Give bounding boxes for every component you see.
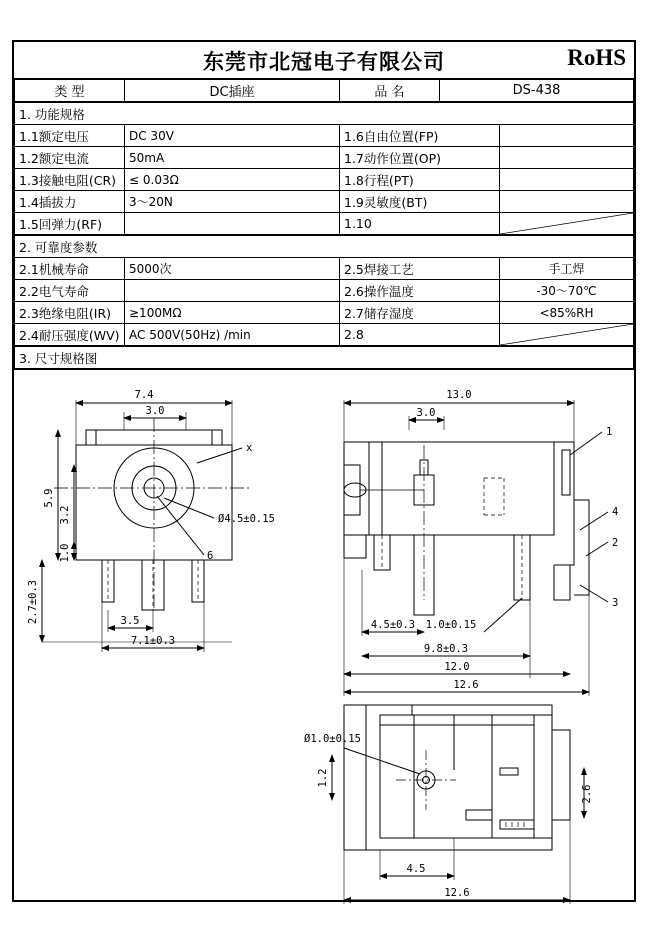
type-name-table — [14, 79, 634, 102]
row-value: 3～20N — [125, 191, 340, 213]
row-label-2: 2.7储存湿度 — [340, 302, 500, 324]
svg-text:3.0: 3.0 — [145, 405, 165, 417]
row-label: 1.5回弹力(RF) — [15, 213, 125, 235]
svg-text:2.7±0.3: 2.7±0.3 — [27, 579, 39, 625]
row-label: 1.4插拔力 — [15, 191, 125, 213]
table-row — [15, 191, 634, 213]
row-value-2: <85%RH — [500, 302, 634, 324]
row-value: ≤ 0.03Ω — [125, 169, 340, 191]
svg-text:Ø4.5±0.15: Ø4.5±0.15 — [218, 513, 275, 525]
row-label-2: 1.6自由位置(FP) — [340, 125, 500, 147]
row-value-2: 手工焊 — [500, 258, 634, 280]
row-value-2 — [500, 125, 634, 147]
svg-text:12.0: 12.0 — [444, 661, 470, 673]
name-label: 品 名 — [340, 80, 440, 102]
reliability-spec-table — [14, 235, 634, 346]
table-row — [15, 213, 634, 235]
function-spec-table — [14, 102, 634, 235]
drawing-svg — [14, 370, 634, 922]
table-row — [15, 169, 634, 191]
svg-text:6: 6 — [207, 550, 214, 562]
row-label: 2.3绝缘电阻(IR) — [15, 302, 125, 324]
dimension-drawings — [14, 369, 634, 925]
row-label-2: 2.8 — [340, 324, 500, 346]
table-row — [15, 147, 634, 169]
table-row — [15, 280, 634, 302]
svg-text:12.6: 12.6 — [444, 887, 470, 899]
name-value: DS-438 — [440, 80, 634, 102]
type-label: 类 型 — [15, 80, 125, 102]
row-value-2-empty — [500, 324, 634, 346]
row-value: AC 500V(50Hz) /min — [125, 324, 340, 346]
section-1-title: 1. 功能规格 — [15, 103, 634, 125]
company-name: 东莞市北冠电子有限公司 — [203, 49, 445, 74]
row-value — [125, 280, 340, 302]
row-value: 50mA — [125, 147, 340, 169]
svg-text:2.6: 2.6 — [581, 784, 593, 804]
table-row — [15, 80, 634, 102]
table-row — [15, 302, 634, 324]
drawing-section-table — [14, 346, 634, 369]
svg-text:Ø1.0±0.15: Ø1.0±0.15 — [304, 733, 361, 745]
row-label: 1.2额定电流 — [15, 147, 125, 169]
row-label-2: 1.7动作位置(OP) — [340, 147, 500, 169]
svg-text:3.2: 3.2 — [59, 505, 71, 525]
row-value: ≥100MΩ — [125, 302, 340, 324]
section-2-title: 2. 可靠度参数 — [15, 236, 634, 258]
row-label: 1.1额定电压 — [15, 125, 125, 147]
table-row — [15, 125, 634, 147]
svg-text:3.5: 3.5 — [120, 615, 140, 627]
row-value-2: -30～70℃ — [500, 280, 634, 302]
svg-text:x: x — [246, 442, 253, 454]
row-value: DC 30V — [125, 125, 340, 147]
row-label-2: 1.10 — [340, 213, 500, 235]
section-3-title: 3. 尺寸规格图 — [15, 347, 634, 369]
table-row — [15, 258, 634, 280]
svg-text:7.4: 7.4 — [134, 389, 154, 401]
row-label: 1.3接触电阻(CR) — [15, 169, 125, 191]
section-header-row — [15, 347, 634, 369]
row-label-2: 2.6操作温度 — [340, 280, 500, 302]
svg-text:4.5: 4.5 — [406, 863, 426, 875]
sheet-header — [14, 42, 634, 79]
row-label: 2.2电气寿命 — [15, 280, 125, 302]
svg-text:12.6: 12.6 — [453, 679, 479, 691]
type-value: DC插座 — [125, 80, 340, 102]
row-label-2: 2.5焊接工艺 — [340, 258, 500, 280]
svg-text:5.9: 5.9 — [43, 488, 55, 508]
section-header-row — [15, 236, 634, 258]
row-value — [125, 213, 340, 235]
svg-text:1.0±0.15: 1.0±0.15 — [425, 619, 477, 631]
row-value-2 — [500, 147, 634, 169]
section-header-row — [15, 103, 634, 125]
svg-text:1.2: 1.2 — [317, 768, 329, 788]
spec-sheet — [12, 40, 636, 902]
row-label: 2.1机械寿命 — [15, 258, 125, 280]
svg-text:7.1±0.3: 7.1±0.3 — [130, 635, 176, 647]
row-value: 5000次 — [125, 258, 340, 280]
row-label: 2.4耐压强度(WV) — [15, 324, 125, 346]
svg-text:1.0: 1.0 — [59, 543, 71, 563]
svg-text:3.0: 3.0 — [416, 407, 436, 419]
rohs-mark: RoHS — [567, 45, 626, 70]
svg-text:2: 2 — [612, 537, 619, 549]
svg-text:4: 4 — [612, 506, 619, 518]
row-value-2 — [500, 191, 634, 213]
svg-text:3: 3 — [612, 597, 619, 609]
row-value-2 — [500, 169, 634, 191]
table-row — [15, 324, 634, 346]
svg-text:13.0: 13.0 — [446, 389, 472, 401]
svg-text:9.8±0.3: 9.8±0.3 — [423, 643, 469, 655]
row-label-2: 1.9灵敏度(BT) — [340, 191, 500, 213]
svg-text:4.5±0.3: 4.5±0.3 — [370, 619, 416, 631]
row-label-2: 1.8行程(PT) — [340, 169, 500, 191]
row-value-2-empty — [500, 213, 634, 235]
svg-text:1: 1 — [606, 426, 613, 438]
